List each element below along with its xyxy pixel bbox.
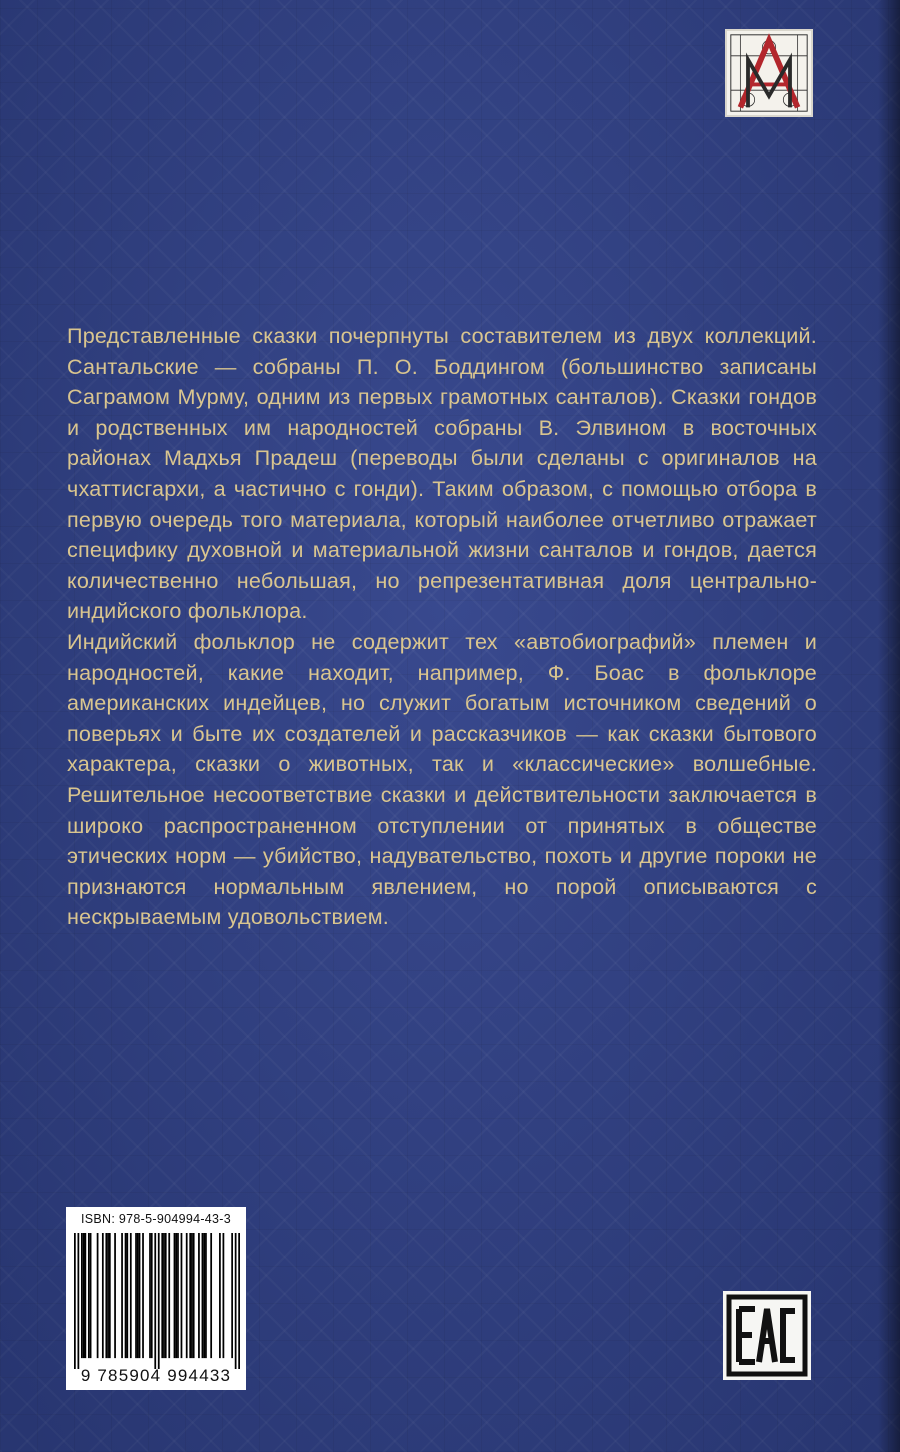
barcode-bar bbox=[189, 1233, 191, 1358]
barcode-bar bbox=[125, 1233, 127, 1358]
barcode-bar bbox=[181, 1233, 183, 1358]
barcode-bar bbox=[161, 1233, 163, 1358]
barcode-bar bbox=[177, 1233, 179, 1358]
spine-shadow bbox=[878, 0, 900, 1452]
barcode-bar bbox=[126, 1233, 128, 1358]
barcode-bar bbox=[97, 1233, 99, 1358]
barcode-digits: 9 785904 994433 bbox=[80, 1366, 232, 1385]
isbn-barcode bbox=[66, 1207, 246, 1390]
barcode-bar bbox=[139, 1233, 141, 1358]
barcode-bar bbox=[149, 1233, 151, 1358]
barcode-bar bbox=[219, 1233, 221, 1358]
eac-mark-icon bbox=[723, 1291, 811, 1380]
barcode-bar bbox=[231, 1233, 233, 1358]
barcode-bar bbox=[198, 1233, 200, 1358]
barcode-bar bbox=[77, 1233, 79, 1369]
barcode-bar bbox=[74, 1233, 76, 1369]
barcode-bar bbox=[83, 1233, 85, 1358]
barcode-bar bbox=[163, 1233, 165, 1358]
barcode-bar bbox=[186, 1233, 188, 1358]
publisher-logo bbox=[725, 29, 813, 117]
eac-certification-mark bbox=[723, 1291, 811, 1380]
barcode-bar bbox=[88, 1233, 90, 1358]
barcode-bar bbox=[90, 1233, 92, 1358]
barcode-bar bbox=[102, 1233, 104, 1358]
barcode-bar bbox=[154, 1233, 156, 1369]
barcode-bar bbox=[107, 1233, 109, 1358]
barcode-bar bbox=[151, 1233, 153, 1358]
barcode-bar bbox=[109, 1233, 111, 1358]
barcode-bar bbox=[130, 1233, 132, 1358]
barcode-bar bbox=[210, 1233, 212, 1358]
barcode-bar bbox=[193, 1233, 195, 1358]
barcode-bar bbox=[84, 1233, 86, 1358]
isbn-label: ISBN: 978-5-904994-43-3 bbox=[80, 1212, 232, 1226]
barcode-icon bbox=[74, 1233, 240, 1369]
am-monogram-icon bbox=[727, 31, 811, 115]
barcode-bar bbox=[205, 1233, 207, 1358]
barcode-bar bbox=[121, 1233, 123, 1358]
barcode-bar bbox=[168, 1233, 170, 1358]
barcode-bar bbox=[202, 1233, 204, 1358]
barcode-bar bbox=[203, 1233, 205, 1358]
barcode-bar bbox=[105, 1233, 107, 1358]
barcode-bar bbox=[81, 1233, 83, 1358]
barcode-bar bbox=[191, 1233, 193, 1358]
barcode-bar bbox=[223, 1233, 225, 1358]
book-description bbox=[67, 321, 817, 933]
barcode-bar bbox=[175, 1233, 177, 1358]
barcode-bar bbox=[135, 1233, 137, 1358]
barcode-bar bbox=[238, 1233, 240, 1369]
barcode-bar bbox=[137, 1233, 139, 1358]
description-paragraph: Представленные сказки почерпнуты составителем из двух коллекций. Сантальские — собраны П. О. Боддингом (большинство записаны Саграмом Мурму, одним из первых грамотных санталов). Сказки гондов и родственных им народностей собраны В. Элвином в восточных районах Мадхья Прадеш (переводы были сделаны с оригиналов на чхаттисгархи, а частично с гонди). Таким образом, с помощью отбора в первую очередь того материала, который наиболее отчетливо отражает специфику духовной и материальной жизни санталов и гондов, дается количественно небольшая, но репрезентативная доля центрально-индийского фольклора. bbox=[67, 323, 817, 624]
barcode-bar bbox=[158, 1233, 160, 1369]
barcode-bar bbox=[174, 1233, 176, 1358]
barcode-bar bbox=[142, 1233, 144, 1358]
barcode-bar bbox=[235, 1233, 237, 1369]
barcode-bar bbox=[165, 1233, 167, 1358]
barcode-bar bbox=[114, 1233, 116, 1358]
description-paragraph: Индийский фольклор не содержит тех «автобиографий» племен и народностей, какие находит, например, Ф. Боас в фольклоре американских индейцев, но служит богатым источником сведений о поверьях и быте их создателей и рассказчиков — как сказки бытового характера, сказки о животных, так и «классические» волшебные. Решительное несоответствие сказки и действительности заключается в широко распространенном отступлении от принятых в обществе этических норм — убийство, надувательство, похоть и другие пороки не признаются нормальным явлением, но порой описываются с нескрываемым удовольствием. bbox=[67, 628, 817, 930]
